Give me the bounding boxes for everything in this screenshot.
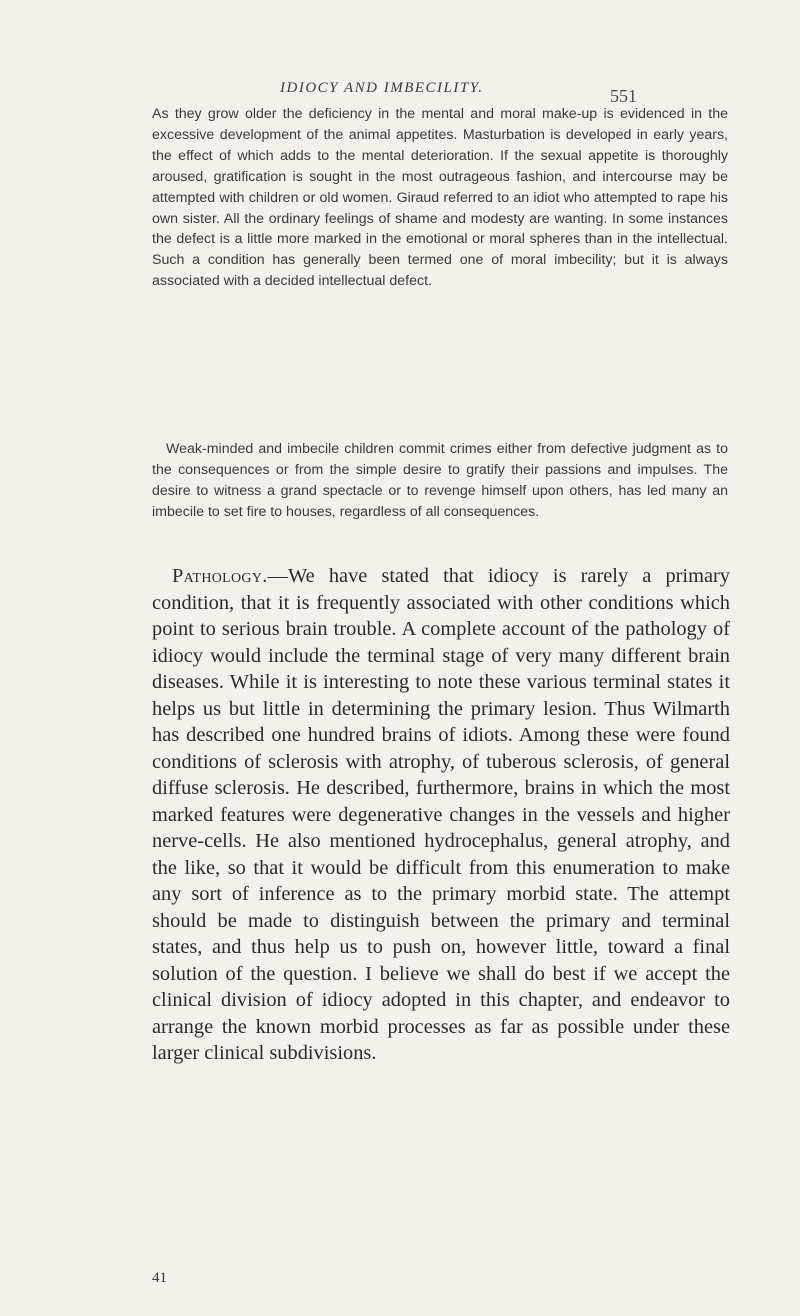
paragraph-pathology	[152, 563, 730, 1067]
page-number: 551	[610, 86, 637, 106]
paragraph-moral-deficiency: As they grow older the deficiency in the mental and moral make-up is evidenced in the excessive development of the animal appetites. Masturbation is developed in early years, the effect of which adds to the mental deterioration. If the sexual appetite is thoroughly aroused, gratification is sought in the most outrageous fashion, and intercourse may be attempted with children or old women. Giraud referred to an idiot who attempted to rape his own sister. All the ordinary feelings of shame and modesty are wanting. In some instances the defect is a little more marked in the emotional or moral spheres than in the intellectual. Such a condition has generally been termed one of moral imbecility; but it is always associated with a decided intellectual defect.	[152, 106, 728, 290]
paragraph-crimes: Weak-minded and imbecile children commit crimes either from defective judgment as to the consequences or from the simple desire to gratify their passions and impulses. The desire to witness a grand spectacle or to revenge himself upon others, has led many an imbecile to set fire to houses, regardless of all consequences.	[152, 441, 728, 520]
paragraph-pathology-text: —We have stated that idiocy is rarely a primary condition, that it is frequently associated with other conditions which point to serious brain trouble. A complete account of the pathology of idiocy would include the terminal stage of very many different brain diseases. While it is interesting to note these various terminal states it helps us but little in determining the primary lesion. Thus Wilmarth has described one hundred brains of idiots. Among these were found conditions of sclerosis with atrophy, of tuberous sclerosis, of general diffuse sclerosis. He described, furthermore, brains in which the most marked features were degenerative changes in the vessels and higher nerve-cells. He also mentioned hydrocephalus, general atrophy, and the like, so that it would be difficult from this enumeration to make any sort of inference as to the primary morbid state. The attempt should be made to distinguish between the primary and terminal states, and thus help us to push on, however little, toward a final solution of the question. I believe we shall do best if we accept the clinical division of idiocy adopted in this chapter, and endeavor to arrange the known morbid processes as far as possible under these larger clinical subdivisions.	[152, 565, 730, 1064]
running-head-title: IDIOCY AND IMBECILITY.	[280, 80, 484, 96]
signature-mark: 41	[152, 1270, 167, 1286]
section-heading-pathology: Pathology.	[172, 565, 268, 587]
